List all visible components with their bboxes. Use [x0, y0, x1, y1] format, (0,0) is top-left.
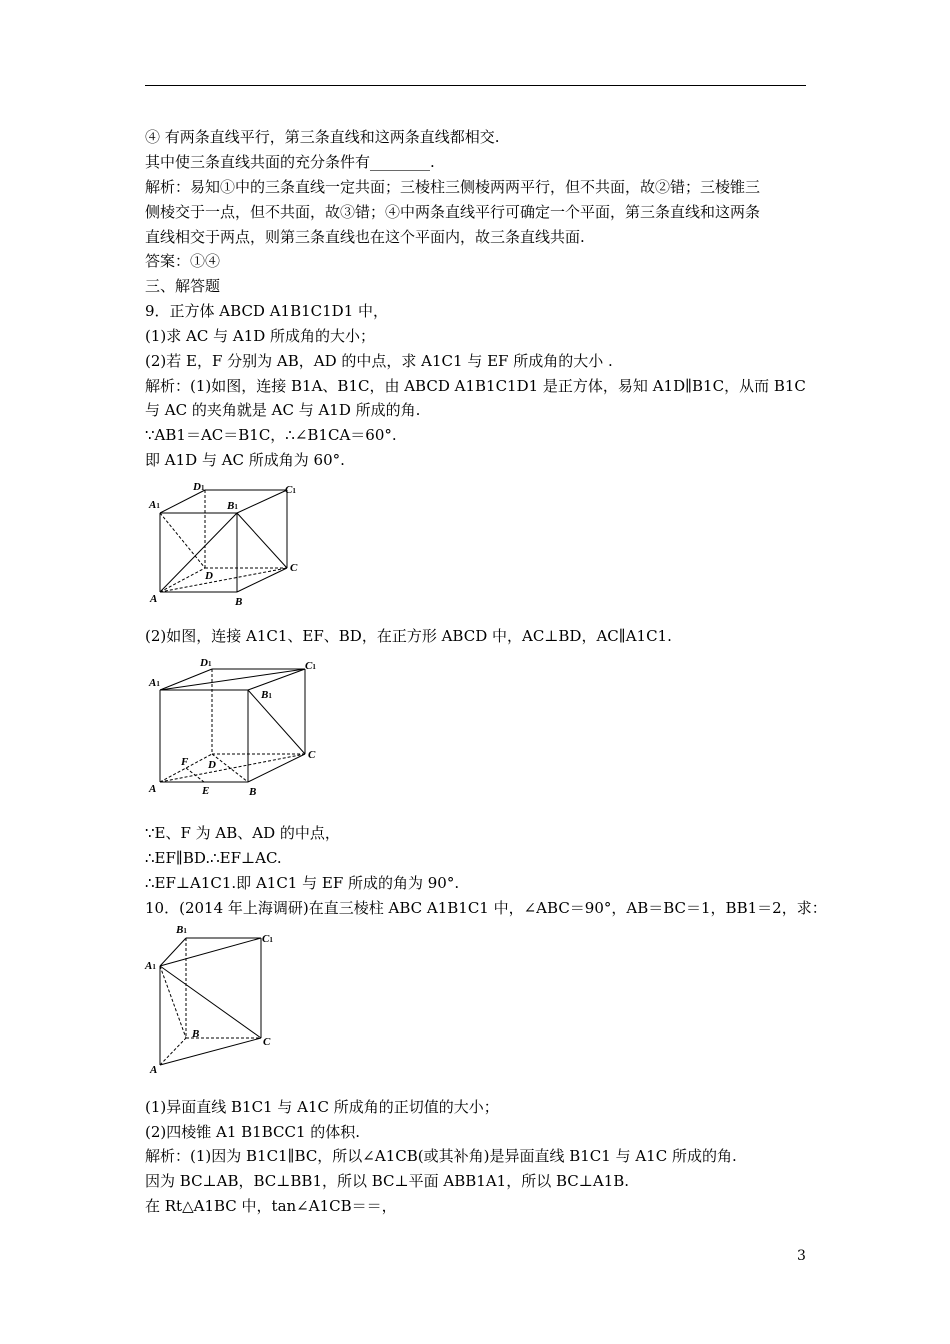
problem-10-part2: (2)四棱锥 A1 B1BCC1 的体积. — [145, 1123, 361, 1141]
solution-10-line-3: 在 Rt△A1BC 中，tan∠A1CB＝＝， — [145, 1197, 397, 1215]
label-c1: C1 — [262, 933, 273, 945]
label-c: C — [308, 749, 316, 761]
label-c1: C1 — [285, 484, 296, 496]
solution-9-line-6: ∴EF∥BD.∴EF⊥AC. — [145, 849, 282, 867]
text-line-4: 侧棱交于一点，但不共面，故③错；④中两条直线平行可确定一个平面，第三条直线和这两条 — [145, 203, 761, 221]
label-c1: C1 — [305, 660, 316, 672]
figure-cube-2 — [145, 652, 325, 802]
problem-9-part2: (2)若 E，F 分别为 AB，AD 的中点，求 A1C1 与 EF 所成角的大小 . — [145, 352, 613, 370]
text-line-5: 直线相交于两点，则第三条直线也在这个平面内，故三条直线共面. — [145, 228, 585, 246]
problem-9-title: 9．正方体 ABCD A1B1C1D1 中， — [145, 302, 389, 320]
label-a: A — [150, 1064, 158, 1076]
solution-9-line-2: 与 AC 的夹角就是 AC 与 A1D 所成的角. — [145, 401, 421, 419]
figure-cube-1 — [145, 480, 315, 610]
label-d1: D1 — [193, 481, 205, 493]
problem-10-part1: (1)异面直线 B1C1 与 A1C 所成角的正切值的大小； — [145, 1098, 499, 1116]
answer-line: 答案：①④ — [145, 252, 221, 270]
label-c: C — [290, 562, 298, 574]
header-rule — [145, 85, 806, 86]
label-b: B — [235, 596, 243, 608]
section-heading: 三、解答题 — [145, 277, 221, 295]
label-d1: D1 — [200, 657, 212, 669]
label-a1: A1 — [149, 499, 160, 511]
text-line-2: 其中使三条直线共面的充分条件有________. — [145, 153, 435, 171]
label-b: B — [192, 1028, 200, 1040]
label-a1: A1 — [149, 677, 160, 689]
solution-9-part2-intro: (2)如图，连接 A1C1、EF、BD，在正方形 ABCD 中，AC⊥BD，AC∥A1C1. — [145, 627, 672, 645]
label-a: A — [149, 783, 157, 795]
label-b: B — [249, 786, 257, 798]
problem-10-title: 10．(2014 年上海调研)在直三棱柱 ABC A1B1C1 中，∠ABC＝90°，AB＝BC＝1，BB1＝2，求： — [145, 899, 827, 917]
problem-9-part1: (1)求 AC 与 A1D 所成角的大小； — [145, 327, 376, 345]
text-line-1: ④ 有两条直线平行，第三条直线和这两条直线都相交. — [145, 128, 500, 146]
label-c: C — [263, 1036, 271, 1048]
figure-prism — [145, 921, 285, 1076]
label-b1: B1 — [227, 500, 238, 512]
solution-10-line-1: 解析：(1)因为 B1C1∥BC，所以∠A1CB(或其补角)是异面直线 B1C1 与 A1C 所成的角. — [145, 1147, 737, 1165]
solution-9-line-3: ∵AB1＝AC＝B1C，∴∠B1CA＝60°. — [145, 426, 397, 444]
solution-10-line-2: 因为 BC⊥AB，BC⊥BB1，所以 BC⊥平面 ABB1A1，所以 BC⊥A1B. — [145, 1172, 630, 1190]
solution-9-line-7: ∴EF⊥A1C1.即 A1C1 与 EF 所成的角为 90°. — [145, 874, 460, 892]
label-d: D — [208, 759, 216, 771]
label-b1: B1 — [261, 689, 272, 701]
label-b1: B1 — [176, 924, 187, 936]
label-a: A — [150, 593, 158, 605]
solution-9-line-4: 即 A1D 与 AC 所成角为 60°. — [145, 451, 345, 469]
solution-9-line-1: 解析：(1)如图，连接 B1A、B1C，由 ABCD A1B1C1D1 是正方体，易知 A1D∥B1C，从而 B1C — [145, 377, 806, 395]
label-d: D — [205, 570, 213, 582]
solution-9-line-5: ∵E、F 为 AB、AD 的中点， — [145, 824, 340, 842]
text-line-3: 解析：易知①中的三条直线一定共面；三棱柱三侧棱两两平行，但不共面，故②错；三棱锥三 — [145, 178, 761, 196]
label-f: F — [181, 756, 189, 768]
label-a1: A1 — [145, 960, 156, 972]
label-e: E — [202, 785, 210, 797]
page-number: 3 — [797, 1248, 806, 1264]
